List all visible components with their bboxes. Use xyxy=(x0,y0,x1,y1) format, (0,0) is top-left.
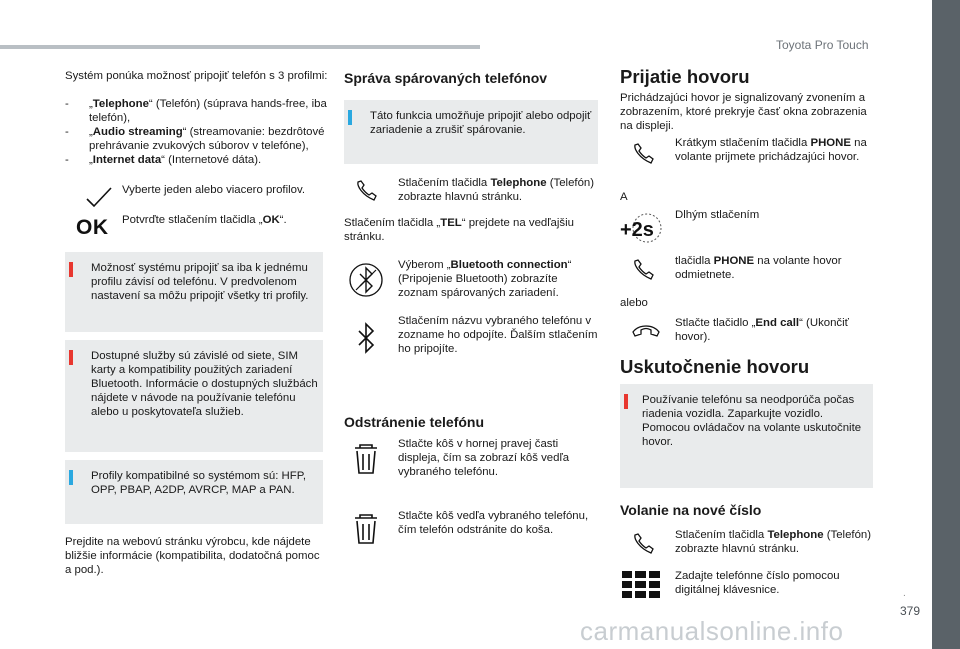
ok-icon: OK xyxy=(76,216,109,239)
warning-icon xyxy=(69,350,73,365)
profile-name: Internet data xyxy=(92,154,162,166)
svg-text:+2s: +2s xyxy=(620,219,654,241)
warning-text: Dostupné služby sú závislé od siete, SIM karty a kompatibility použitých zariadení Bluetooth. Informácie o dostupných službách nájdete v návode na používanie telefónu alebo u poskytovateľa služieb. xyxy=(91,350,318,418)
list-item: - „Audio streaming“ (streamovanie: bezdrôtové prehrávanie zvukových súborov v telefóne), xyxy=(65,126,325,152)
warning-box xyxy=(65,340,323,452)
section-title: Odstránenie telefónu xyxy=(344,414,485,430)
end-call-text: Stlačte tlačidlo „End call“ (Ukončiť hovor). xyxy=(675,317,849,343)
profile-name: Audio streaming xyxy=(92,126,183,138)
check-icon xyxy=(85,186,113,208)
list-item: - „Telephone“ (Telefón) (súprava hands-free, iba telefón), xyxy=(65,98,327,124)
warning-icon xyxy=(69,262,73,277)
select-phone-text: Stlačením názvu vybraného telefónu v zozname ho odpojíte. Ďalším stlačením ho pripojíte. xyxy=(398,315,598,355)
a-label: A xyxy=(620,191,628,203)
bluetooth-connection-icon xyxy=(348,262,384,298)
tel-text: Stlačením tlačidla „TEL“ prejdete na vedľajšiu stránku. xyxy=(344,217,574,243)
list-dash: - xyxy=(65,126,69,138)
bluetooth-text: Výberom „Bluetooth connection“ (Pripojenie Bluetooth) zobrazíte zoznam spárovaných zariadení. xyxy=(398,259,572,299)
warning-text: Možnosť systému pripojiť sa iba k jednému profilu závisí od telefónu. V predvolenom nastavení sa môžu pripojiť všetky tri profily. xyxy=(91,262,309,302)
trash-icon xyxy=(354,514,378,544)
section-title: Prijatie hovoru xyxy=(620,66,750,87)
confirm-text: Potvrďte stlačením tlačidla „OK“. xyxy=(122,214,287,226)
step-text: Stlačením tlačidla Telephone (Telefón) zobrazte hlavnú stránku. xyxy=(398,177,595,203)
info-icon xyxy=(69,470,73,485)
header-title: Toyota Pro Touch xyxy=(776,38,869,52)
section-title: Správa spárovaných telefónov xyxy=(344,70,548,86)
page-marker: . xyxy=(903,588,906,599)
or-label: alebo xyxy=(620,297,648,309)
intro-text: Systém ponúka možnosť pripojiť telefón s 3 profilmi: xyxy=(65,70,328,82)
short-press-text: Krátkym stlačením tlačidla PHONE na volante prijmete prichádzajúci hovor. xyxy=(675,137,867,163)
list-dash: - xyxy=(65,98,69,110)
section-title: Volanie na nové číslo xyxy=(620,502,762,518)
footer-text: Prejdite na webovú stránku výrobcu, kde nájdete bližšie informácie (kompatibilita, dodatočná pomoc a pod.). xyxy=(65,536,320,576)
page-edge-tab xyxy=(932,0,960,649)
reject-text: tlačidla PHONE na volante hovor odmietnete. xyxy=(675,255,842,281)
info-icon xyxy=(348,110,352,125)
phone-icon xyxy=(354,179,378,203)
top-rule xyxy=(0,45,480,49)
section-title: Uskutočnenie hovoru xyxy=(620,356,810,377)
keypad-icon xyxy=(622,571,660,599)
warning-text: Používanie telefónu sa neodporúča počas riadenia vozidla. Zaparkujte vozidlo. Pomocou ovládačov na volante uskutočnite hovor. xyxy=(642,394,862,448)
profile-name: Telephone xyxy=(92,98,149,110)
phone-icon xyxy=(631,532,655,556)
page-number: 379 xyxy=(900,604,921,618)
list-item: - „Internet data“ (Internetové dáta). xyxy=(65,154,262,166)
info-text: Profily kompatibilné so systémom sú: HFP, OPP, PBAP, A2DP, AVRCP, MAP a PAN. xyxy=(91,470,307,496)
phone-icon xyxy=(631,258,655,282)
new-call-text: Stlačením tlačidla Telephone (Telefón) zobrazte hlavnú stránku. xyxy=(675,529,872,555)
keypad-text: Zadajte telefónne číslo pomocou digitálnej klávesnice. xyxy=(675,570,840,596)
info-box xyxy=(344,100,598,164)
remove-text: Stlačte kôš vedľa vybraného telefónu, čím telefón odstránite do koša. xyxy=(398,510,589,536)
select-profiles-text: Vyberte jeden alebo viacero profilov. xyxy=(122,184,305,196)
profile-list xyxy=(65,97,327,167)
warning-icon xyxy=(624,394,628,409)
info-box xyxy=(65,460,323,524)
phone-icon xyxy=(631,142,655,166)
receive-intro: Prichádzajúci hovor je signalizovaný zvonením a zobrazením, ktoré prekryje časť okna zobrazenia na displeji. xyxy=(620,92,867,132)
warning-box xyxy=(65,252,323,332)
long-press-text: Dlhým stlačením xyxy=(675,209,760,221)
list-dash: - xyxy=(65,154,69,166)
watermark: carmanualsonline.info xyxy=(580,616,844,646)
end-call-icon xyxy=(631,322,661,338)
warning-box xyxy=(620,384,873,488)
bluetooth-icon xyxy=(354,322,378,354)
trash-icon xyxy=(354,444,378,474)
remove-text: Stlačte kôš v hornej pravej časti displeja, čím sa zobrazí kôš vedľa vybraného telefónu. xyxy=(398,438,570,478)
plus-2s-icon xyxy=(619,212,663,244)
info-text: Táto funkcia umožňuje pripojiť alebo odpojiť zariadenie a zrušiť spárovanie. xyxy=(370,110,592,136)
